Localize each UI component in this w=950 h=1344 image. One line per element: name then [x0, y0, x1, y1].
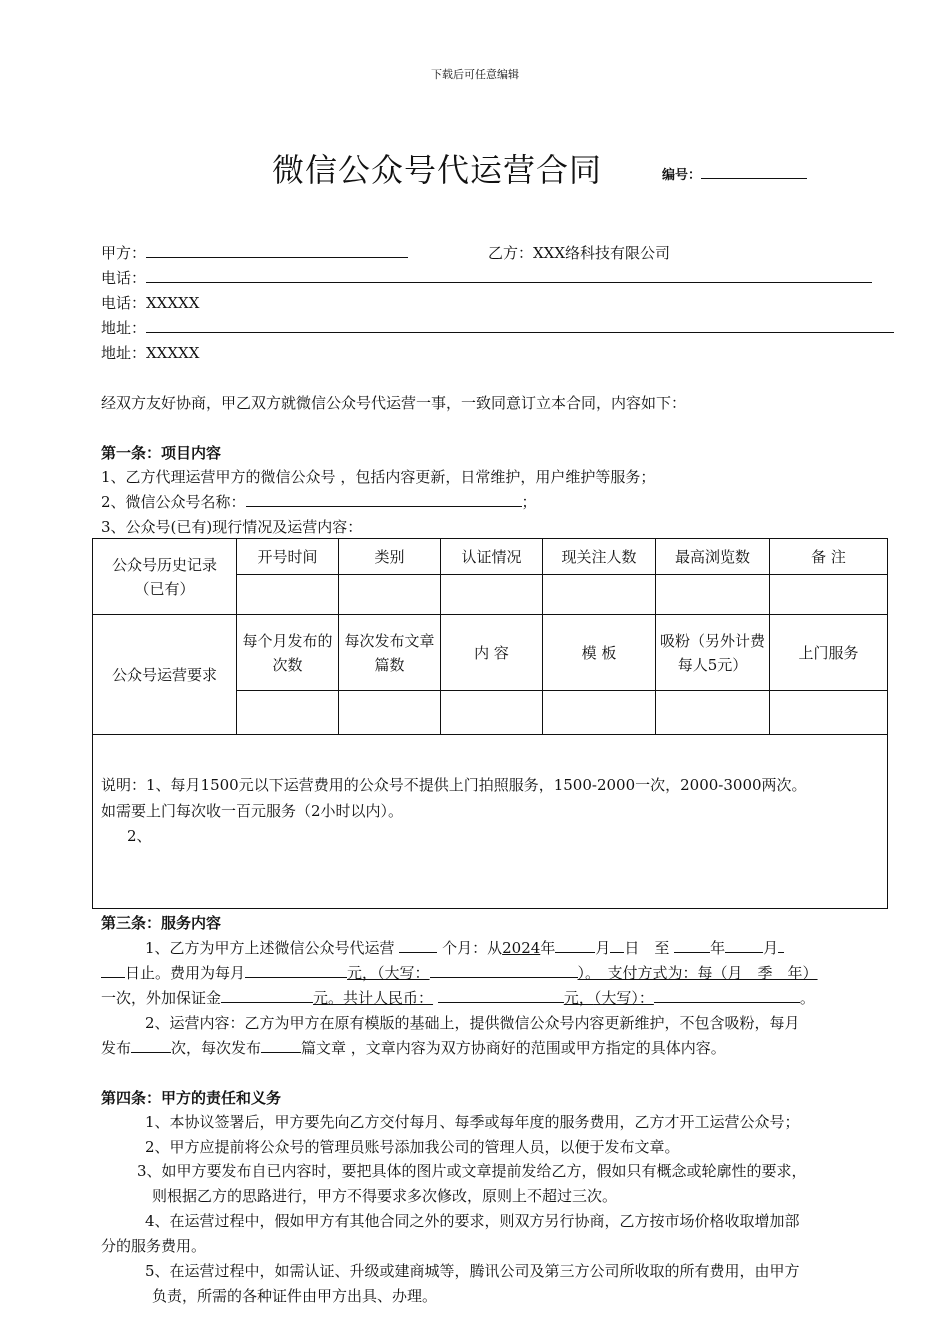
note-cell[interactable]: [93, 735, 888, 909]
monthly-fee-blank[interactable]: [245, 963, 347, 978]
total-uppercase-blank[interactable]: [654, 988, 800, 1003]
history-header-cell: 认证情况: [441, 539, 543, 575]
article4-item1: 1、本协议签署后，甲方要先向乙方交付每月、每季或每年度的服务费用，乙方才开工运营公众号；: [145, 1113, 800, 1131]
fee-uppercase-blank[interactable]: [430, 963, 578, 978]
text-span: ）。 支付方式为：每（月 季 年）: [577, 964, 818, 982]
text-span: 日止。费用为每月: [125, 964, 246, 982]
text-span: （大写）：: [593, 989, 654, 1007]
header-note: 下载后可任意编辑: [431, 68, 519, 81]
text-span: 日 至: [624, 939, 670, 957]
article4-item2: 2、甲方应提前将公众号的管理员账号添加我公司的管理人员，以便于发布文章。: [145, 1138, 680, 1156]
history-label-cell: [93, 539, 237, 615]
article4-item3b: 则根据乙方的思路进行，甲方不得要求多次修改，原则上不超过三次。: [152, 1187, 618, 1205]
table-input-cell[interactable]: [656, 575, 770, 615]
deposit-blank[interactable]: [221, 988, 313, 1003]
text-span: 次，每次发布: [171, 1039, 262, 1057]
history-header-row: [93, 539, 888, 575]
phone-a: [101, 267, 872, 288]
history-label-1: 公众号历史记录: [111, 555, 217, 574]
article3-p1-line2: [101, 962, 818, 983]
item2-end: ；: [521, 493, 537, 511]
article1-item1: 1、乙方代理运营甲方的微信公众号 ，包括内容更新，日常维护，用户维护等服务；: [101, 468, 656, 486]
total-amount-blank[interactable]: [438, 988, 564, 1003]
article3-p1-line3: [101, 987, 815, 1008]
address-a-label: 地址：: [101, 319, 147, 337]
table-input-cell[interactable]: [543, 691, 656, 735]
phone-a-blank[interactable]: [146, 268, 872, 283]
end-year-blank[interactable]: [674, 938, 710, 953]
table-input-cell[interactable]: [770, 575, 888, 615]
start-year: 2024: [502, 939, 541, 957]
end-day-blank[interactable]: [101, 963, 125, 978]
end-month-blank[interactable]: [725, 938, 763, 953]
phone-a-label: 电话：: [101, 269, 147, 287]
text-span: 篇文章 ，文章内容为双方协商好的范围或甲方指定的具体内容。: [301, 1039, 726, 1057]
text-span: 年: [710, 939, 726, 957]
history-label-2: （已有）: [134, 579, 195, 598]
note-line-1: 说明：1、每月1500元以下运营费用的公众号不提供上门拍照服务，1500-2000一次，2000-3000两次。: [101, 776, 807, 794]
table-input-cell[interactable]: [237, 575, 339, 615]
text-span: 月: [763, 939, 779, 957]
text-span: 1、乙方为甲方上述微信公众号代运营: [145, 939, 395, 957]
party-b: 乙方：XXX络科技有限公司: [488, 244, 671, 262]
article1-heading: 第一条：项目内容: [101, 444, 222, 462]
page-title: 微信公众号代运营合同: [272, 151, 603, 189]
text-span: 元，: [563, 989, 594, 1007]
article1-item2: [101, 491, 537, 512]
text-span: 元，（大写：: [347, 964, 430, 982]
ops-header-cell: 每次发布文章篇数: [339, 615, 441, 691]
note-line-2: 如需要上门每次收一百元服务（2小时以内）。: [101, 802, 404, 820]
start-day-blank[interactable]: [610, 938, 624, 953]
months-blank[interactable]: [399, 938, 437, 953]
ops-header-row: [93, 615, 888, 691]
status-table: [92, 538, 888, 909]
article4-item4b: 分的服务费用。: [101, 1237, 207, 1255]
ops-header-cell: 吸粉（另外计费每人5元）: [656, 615, 770, 691]
ops-header-cell: 内 容: [441, 615, 543, 691]
table-input-cell[interactable]: [339, 691, 441, 735]
table-input-cell[interactable]: [237, 691, 339, 735]
table-input-cell[interactable]: [770, 691, 888, 735]
ops-header-cell: 上门服务: [770, 615, 888, 691]
contract-number-label: 编号：: [662, 168, 702, 183]
table-input-cell[interactable]: [339, 575, 441, 615]
article3-p2-line2: [101, 1037, 726, 1058]
ops-header-cell: 每个月发布的次数: [237, 615, 339, 691]
text-span: 。: [799, 989, 815, 1007]
article4-item5a: 5、在运营过程中，如需认证、升级或建商城等，腾讯公司及第三方公司所收取的所有费用，由甲方: [145, 1262, 800, 1280]
party-a: [101, 242, 408, 263]
article4-item4a: 4、在运营过程中，假如甲方有其他合同之外的要求，则双方另行协商，乙方按市场价格收取增加部: [145, 1212, 800, 1230]
item2-label: 2、微信公众号名称：: [101, 493, 246, 511]
intro-text: 经双方友好协商，甲乙双方就微信公众号代运营一事，一致同意订立本合同，内容如下：: [101, 394, 687, 412]
table-input-cell[interactable]: [441, 691, 543, 735]
article4-item3a: 3、如甲方要发布自已内容时，要把具体的图片或文章提前发给乙方，假如只有概念或轮廓性的要求，: [137, 1162, 807, 1180]
party-a-blank[interactable]: [146, 243, 408, 258]
article1-item3: 3、公众号(已有)现行情况及运营内容：: [101, 518, 363, 536]
history-header-cell: 开号时间: [237, 539, 339, 575]
ops-header-cell: 模 板: [543, 615, 656, 691]
note-line-3: 2、: [127, 827, 152, 845]
address-b: 地址：XXXXX: [101, 344, 200, 362]
text-span: 个月：从: [442, 939, 503, 957]
address-a-blank[interactable]: [146, 318, 894, 333]
table-input-cell[interactable]: [656, 691, 770, 735]
text-span: 发布: [101, 1039, 132, 1057]
table-input-cell[interactable]: [543, 575, 656, 615]
history-header-cell: 类别: [339, 539, 441, 575]
text-span: 年: [540, 939, 556, 957]
article4-item5b: 负责，所需的各种证件由甲方出具、办理。: [152, 1287, 438, 1305]
ops-label-cell: 公众号运营要求: [93, 615, 237, 735]
article3-heading: 第三条：服务内容: [101, 914, 222, 932]
address-a: [101, 317, 894, 338]
note-row: [93, 735, 888, 909]
account-name-blank[interactable]: [246, 492, 522, 507]
article3-p2-line1: 2、运营内容：乙方为甲方在原有模版的基础上，提供微信公众号内容更新维护，不包含吸粉，每月: [145, 1014, 800, 1032]
text-span: 一次，外加保证金: [101, 989, 222, 1007]
history-header-cell: 备 注: [770, 539, 888, 575]
table-input-cell[interactable]: [441, 575, 543, 615]
contract-number: [662, 164, 807, 183]
times-blank[interactable]: [131, 1038, 171, 1053]
history-header-cell: 现关注人数: [543, 539, 656, 575]
history-header-cell: 最高浏览数: [656, 539, 770, 575]
start-month-blank[interactable]: [555, 938, 595, 953]
article4-heading: 第四条：甲方的责任和义务: [101, 1089, 282, 1107]
text-span: 月: [595, 939, 611, 957]
phone-b: 电话：XXXXX: [101, 294, 200, 312]
article3-p1-line1: [145, 937, 784, 958]
contract-number-blank[interactable]: [701, 164, 807, 179]
articles-blank[interactable]: [261, 1038, 301, 1053]
text-span: 元。共计人民币：: [313, 989, 434, 1007]
end-blank[interactable]: [778, 938, 784, 953]
party-a-label: 甲方：: [101, 244, 147, 262]
